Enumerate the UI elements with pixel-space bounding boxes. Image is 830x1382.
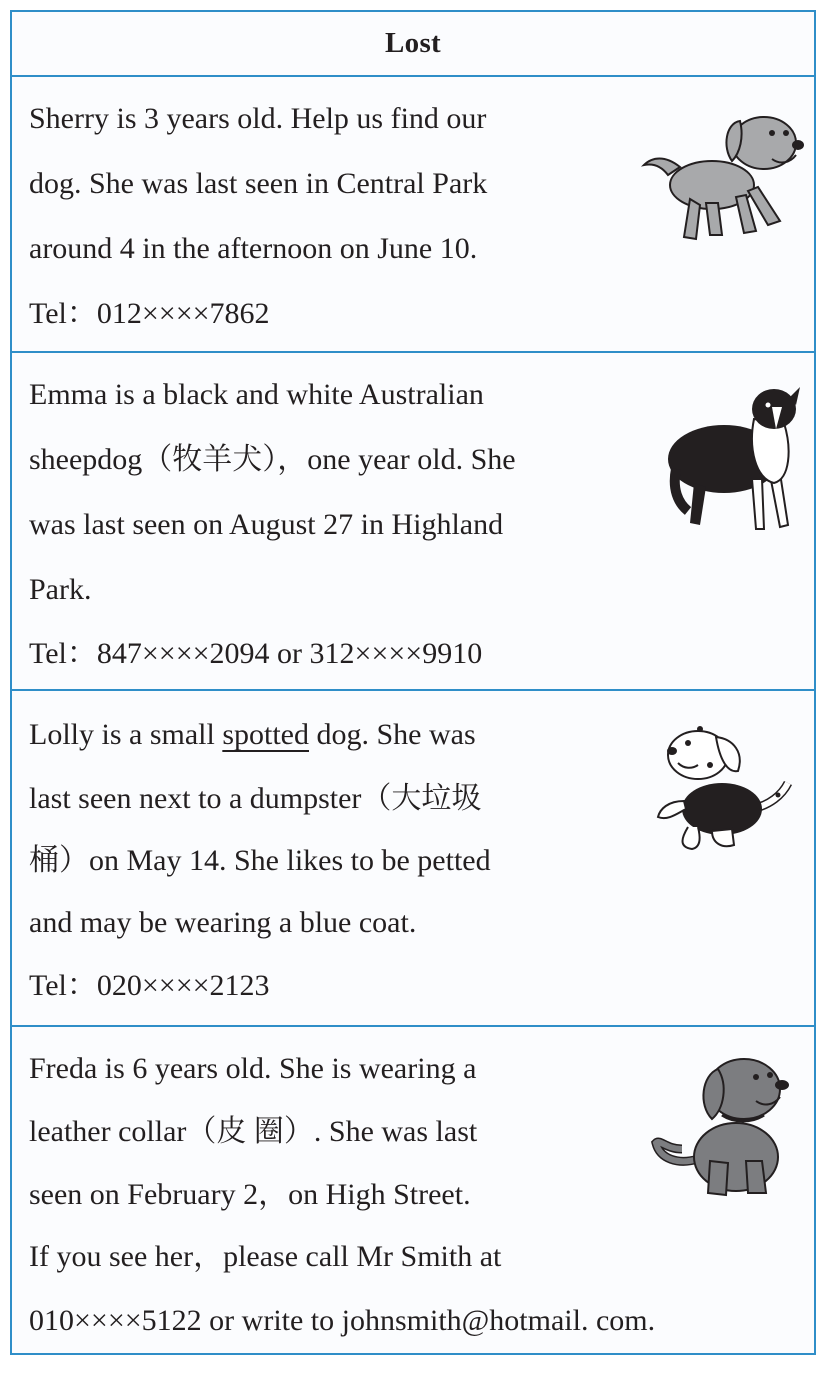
ad-line: Tel：012××××7862 — [29, 297, 270, 330]
underlined-word: spotted — [222, 718, 309, 751]
ad-line: Sherry is 3 years old. Help us find our — [29, 102, 487, 135]
ad-line: seen on February 2，on High Street. — [29, 1178, 471, 1211]
lost-notice-frame — [10, 10, 816, 1355]
ad-line: Tel：847××××2094 or 312××××9910 — [29, 637, 483, 670]
ad-line: If you see her，please call Mr Smith at — [29, 1240, 502, 1273]
ad-emma — [12, 353, 814, 691]
ad-line — [29, 715, 476, 755]
ad-line: 010××××5122 or write to johnsmith@hotmail. com. — [29, 1304, 656, 1337]
ad-line: Tel：020××××2123 — [29, 969, 270, 1002]
ad-line-end: dog. She was — [309, 718, 476, 751]
ad-line: dog. She was last seen in Central Park — [29, 167, 488, 200]
ad-line: Emma is a black and white Australian — [29, 378, 484, 411]
ad-line-start: Lolly is a small — [29, 718, 223, 751]
ad-lolly — [12, 691, 814, 1027]
ad-line: sheepdog（牧羊犬），one year old. She — [29, 443, 516, 476]
ad-line: last seen next to a dumpster（大垃圾 — [29, 782, 482, 815]
sitting-dog-icon — [648, 1049, 798, 1199]
ad-line: Park. — [29, 573, 92, 606]
ad-line: 桶）on May 14. She likes to be petted — [29, 844, 491, 877]
sheepdog-icon — [664, 379, 804, 539]
ad-line: Freda is 6 years old. She is wearing a — [29, 1052, 477, 1085]
ad-line: was last seen on August 27 in Highland — [29, 508, 504, 541]
ad-line: around 4 in the afternoon on June 10. — [29, 232, 478, 265]
ad-freda — [12, 1027, 814, 1355]
dog-standing-icon — [640, 107, 805, 247]
spotted-dog-icon — [652, 717, 797, 857]
page-title: Lost — [385, 27, 441, 59]
ad-line: and may be wearing a blue coat. — [29, 906, 417, 939]
title-row — [12, 12, 814, 77]
ad-sherry — [12, 77, 814, 353]
ad-line: leather collar（皮 圈）. She was last — [29, 1115, 478, 1148]
